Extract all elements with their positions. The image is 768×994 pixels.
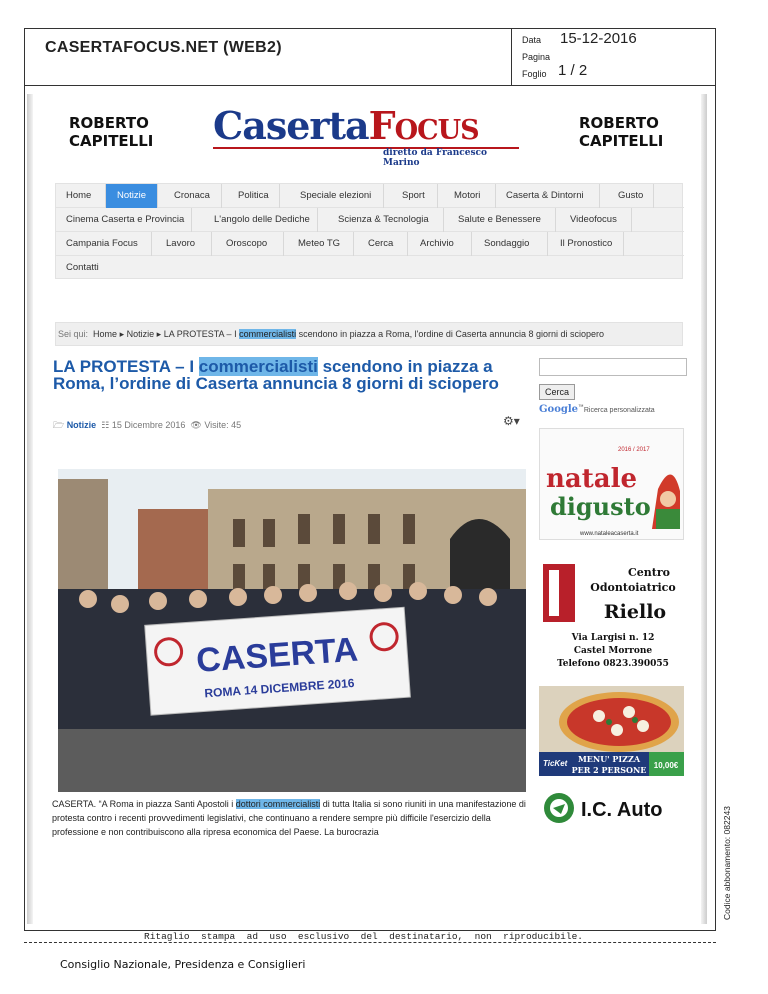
breadcrumb-arrow-icon: ▸	[156, 329, 162, 339]
web-page-capture	[24, 86, 716, 931]
ad-riello-graphic	[539, 556, 684, 676]
breadcrumb-home[interactable]: Home	[93, 329, 118, 339]
folder-icon: 🗁	[53, 420, 65, 430]
svg-text:Centro: Centro	[628, 566, 670, 579]
nav-salute[interactable]: Salute e Benessere	[444, 208, 556, 232]
scroll-shadow-left	[27, 94, 33, 924]
logo-part-1: Caserta	[213, 103, 369, 148]
svg-text:PER 2 PERSONE: PER 2 PERSONE	[571, 765, 647, 775]
article-caption: CASERTA. “A Roma in piazza Santi Apostoli i dottori commercialisti di tutta Italia si sono riuniti in una manifestazione di protesta contro i recenti provvedimenti legislativi, che continuano a rendere sempre più difficile l'esercizio della professione e non contribuiscono alla ripresa economica del Paese. La burocrazia	[52, 799, 526, 837]
nav-motori[interactable]: Motori	[438, 184, 496, 208]
article-photo	[58, 469, 526, 792]
breadcrumb-arrow-icon: ▸	[119, 329, 125, 339]
nav-angolo-dediche[interactable]: L'angolo delle Dediche	[192, 208, 318, 232]
clipping-footer: Ritaglio stampa ad uso esclusivo del destinatario, non riproducibile.	[24, 930, 716, 943]
ad-natale-digusto[interactable]	[539, 428, 684, 540]
ad-menu-pizza[interactable]	[539, 686, 684, 776]
ad-ic-auto[interactable]	[539, 786, 684, 830]
site-logo[interactable]	[213, 103, 523, 168]
search-input[interactable]	[539, 358, 687, 376]
protest-photo	[58, 469, 526, 792]
nav-cerca[interactable]: Cerca	[354, 232, 408, 256]
nav-home[interactable]: Home	[56, 184, 106, 208]
article-visits: Visite: 45	[204, 420, 242, 430]
google-custom-search: Google™Ricerca personalizzata	[539, 404, 655, 415]
nav-caserta-dintorni[interactable]: Caserta & Dintorni	[496, 184, 600, 208]
nav-videofocus[interactable]: Videofocus	[556, 208, 632, 232]
breadcrumb	[55, 322, 683, 346]
ad-centro-riello[interactable]	[539, 556, 684, 676]
nav-oroscopo[interactable]: Oroscopo	[212, 232, 284, 256]
svg-text:Riello: Riello	[603, 601, 667, 623]
nav-lavoro[interactable]: Lavoro	[152, 232, 212, 256]
nav-cinema[interactable]: Cinema Caserta e Provincia	[56, 208, 192, 232]
nav-archivio[interactable]: Archivio	[408, 232, 472, 256]
svg-text:I.C. Auto: I.C. Auto	[581, 799, 663, 821]
foglio-value: 1 / 2	[558, 62, 588, 79]
calendar-icon: ☷	[101, 420, 110, 430]
article-meta	[53, 418, 241, 434]
svg-text:digusto: digusto	[550, 492, 651, 521]
ad-natale-graphic	[540, 429, 684, 540]
search-button[interactable]: Cerca	[539, 384, 575, 400]
scroll-shadow-right	[701, 94, 707, 924]
breadcrumb-current: LA PROTESTA – I commercialisti scendono in piazza a Roma, l'ordine di Caserta annuncia 8 giorni di sciopero	[163, 329, 604, 339]
subscription-code: Codice abbonamento: 082243	[722, 806, 732, 920]
main-nav	[55, 183, 683, 279]
nav-cronaca[interactable]: Cronaca	[158, 184, 222, 208]
left-name: ROBERTO CAPITELLI	[69, 114, 154, 150]
svg-text:Telefono 0823.390055: Telefono 0823.390055	[557, 659, 669, 669]
breadcrumb-section[interactable]: Notizie	[126, 329, 155, 339]
svg-text:10,00€: 10,00€	[653, 761, 679, 770]
article-title[interactable]: LA PROTESTA – I commercialisti scendono in piazza a Roma, l’ordine di Caserta annuncia 8 giorni di sciopero	[53, 357, 499, 393]
nav-campania-focus[interactable]: Campania Focus	[56, 232, 152, 256]
eye-icon: 👁	[190, 420, 202, 430]
svg-text:natale: natale	[546, 464, 638, 494]
article-date: 15 Dicembre 2016	[111, 420, 186, 430]
bottom-note: Consiglio Nazionale, Presidenza e Consiglieri	[60, 958, 306, 971]
svg-text:Castel Morrone: Castel Morrone	[573, 646, 653, 656]
clipping-meta	[511, 28, 717, 86]
svg-text:TicKet: TicKet	[543, 759, 568, 768]
nav-scienza[interactable]: Scienza & Tecnologia	[318, 208, 444, 232]
svg-text:www.nataleacaserta.it: www.nataleacaserta.it	[580, 531, 639, 537]
nav-politica[interactable]: Politica	[222, 184, 280, 208]
svg-text:Via Largisi n. 12: Via Largisi n. 12	[571, 633, 655, 643]
nav-meteo-tg[interactable]: Meteo TG	[284, 232, 354, 256]
ad-pizza-graphic	[539, 686, 684, 776]
nav-pronostico[interactable]: Il Pronostico	[548, 232, 624, 256]
nav-gusto[interactable]: Gusto	[600, 184, 654, 208]
banner-main-text: CASERTA	[195, 630, 360, 680]
nav-notizie[interactable]: Notizie	[106, 184, 158, 208]
foglio-label: Foglio	[522, 69, 547, 79]
clipping-header	[24, 28, 716, 86]
article-category[interactable]: Notizie	[66, 420, 97, 430]
gear-icon[interactable]: ⚙▾	[503, 414, 520, 428]
data-value: 15-12-2016	[560, 30, 637, 47]
ad-icauto-graphic	[539, 786, 684, 830]
svg-text:Odontoiatrico: Odontoiatrico	[590, 581, 676, 594]
logo-subtitle: diretto da Francesco Marino	[383, 148, 487, 168]
svg-text:2016 / 2017: 2016 / 2017	[618, 447, 650, 453]
svg-text:MENU' PIZZA: MENU' PIZZA	[577, 754, 641, 764]
clipping-source: CASERTAFOCUS.NET (WEB2)	[45, 39, 282, 56]
nav-contatti[interactable]: Contatti	[66, 262, 99, 273]
right-name: ROBERTO CAPITELLI	[579, 114, 664, 150]
banner-sub-text: ROMA 14 DICEMBRE 2016	[203, 675, 355, 701]
nav-sondaggio[interactable]: Sondaggio	[472, 232, 548, 256]
nav-sport[interactable]: Sport	[384, 184, 438, 208]
breadcrumb-label: Sei qui:	[58, 329, 89, 339]
nav-speciale-elezioni[interactable]: Speciale elezioni	[280, 184, 384, 208]
pagina-label: Pagina	[522, 52, 551, 62]
logo-part-2: Focus	[368, 103, 479, 148]
data-label: Data	[522, 35, 542, 45]
